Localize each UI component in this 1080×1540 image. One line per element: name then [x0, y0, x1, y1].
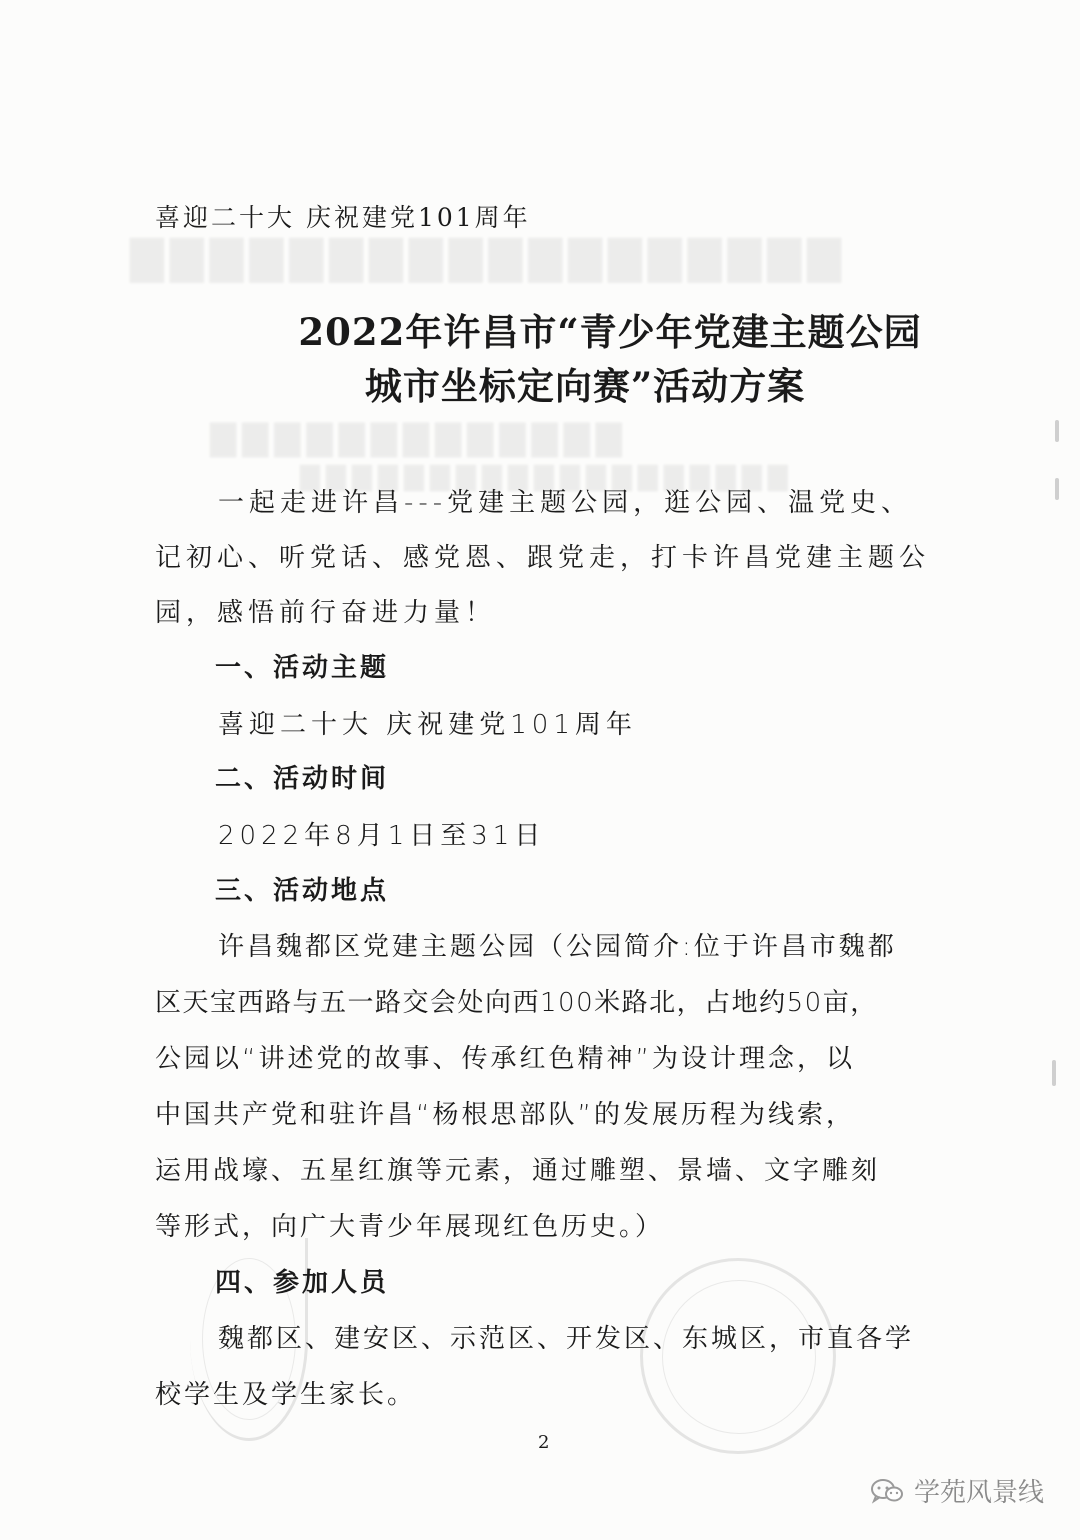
document-title-line-2: 城市坐标定向赛”活动方案: [364, 364, 806, 408]
wechat-watermark: [870, 1472, 1044, 1509]
intro-line-1: 一起走进许昌---党建主题公园，逛公园、温党史、: [218, 488, 913, 518]
bleed-through-text: ▇▇▇▇▇▇▇▇▇▇▇▇▇: [210, 418, 628, 458]
scan-mark: [1055, 478, 1059, 500]
section-heading-participants: 四、参加人员: [215, 1268, 390, 1298]
location-line: 公园以“讲述党的故事、传承红色精神”为设计理念，以: [155, 1044, 855, 1074]
location-line: 区天宝西路与五一路交会处向西100米路北，占地约50亩，: [155, 988, 878, 1018]
location-line: 中国共产党和驻许昌“杨根思部队”的发展历程为线索，: [155, 1100, 855, 1130]
bleed-through-text: ▇▇▇▇▇▇▇▇▇▇▇▇▇▇▇▇▇▇▇: [300, 462, 794, 492]
section-heading-theme: 一、活动主题: [215, 653, 390, 683]
document-title-line-1: 2022年许昌市“青少年党建主题公园: [298, 310, 922, 354]
bleed-through-text: ▇▇▇▇▇▇▇▇▇▇▇▇▇▇▇▇▇▇: [130, 232, 848, 283]
official-seal-stamp: [640, 1258, 836, 1454]
location-line: 运用战壕、五星红旗等元素，通过雕塑、景墙、文字雕刻: [155, 1156, 881, 1186]
participants-line: 校学生及学生家长。: [155, 1380, 417, 1410]
page-number: 2: [538, 1432, 550, 1453]
wechat-icon: [870, 1478, 904, 1504]
intro-line-2: 记初心、听党话、感党恩、跟党走，打卡许昌党建主题公: [155, 543, 931, 573]
scan-mark: [1055, 420, 1059, 442]
location-line: 等形式，向广大青少年展现红色历史。）: [155, 1212, 665, 1242]
intro-line-3: 园，感悟前行奋进力量！: [155, 598, 497, 628]
section-heading-location: 三、活动地点: [215, 876, 390, 906]
section-heading-time: 二、活动时间: [215, 764, 390, 794]
section-content-theme: 喜迎二十大 庆祝建党101周年: [218, 710, 637, 740]
watermark-text: 学苑风景线: [913, 1478, 1044, 1508]
section-content-time: 2022年8月1日至31日: [218, 821, 546, 851]
location-line: 许昌魏都区党建主题公园（公园简介:位于许昌市魏都: [218, 932, 897, 962]
scan-mark: [1052, 1060, 1056, 1086]
participants-line: 魏都区、建安区、示范区、开发区、东城区，市直各学: [218, 1324, 915, 1354]
header-slogan: 喜迎二十大 庆祝建党101周年: [155, 203, 531, 232]
